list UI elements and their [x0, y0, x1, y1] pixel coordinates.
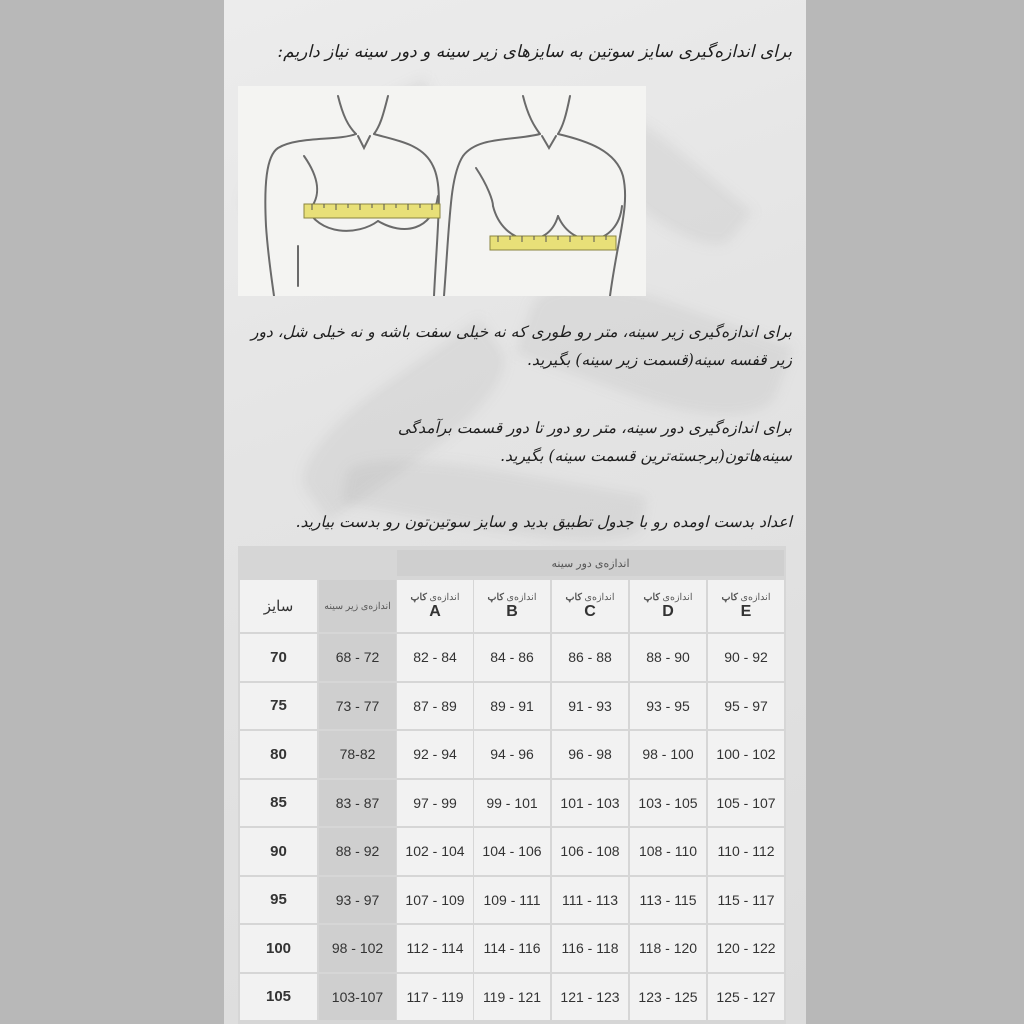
cup-header	[474, 580, 550, 632]
cup-cell: 112 - 114	[397, 925, 473, 972]
cup-cell: 116 - 118	[552, 925, 628, 972]
size-header: سایز	[240, 580, 317, 632]
cup-cell: 109 - 111	[474, 877, 550, 924]
cup-prefix: اندازه‌ی	[426, 591, 460, 603]
cup-word: کاپ	[721, 591, 738, 603]
match-instruction: اعداد بدست اومده رو با جدول تطبیق بدید و سایز سوتین‌تون رو بدست بیارید.	[295, 513, 792, 531]
cup-cell: 92 - 94	[397, 731, 473, 778]
cup-header	[630, 580, 706, 632]
measuring-tape	[490, 236, 616, 250]
cup-cell: 120 - 122	[708, 925, 784, 972]
cup-cell: 86 - 88	[552, 634, 628, 681]
size-cell: 100	[240, 925, 317, 972]
underbust-cell: 78-82	[319, 731, 396, 778]
cup-cell: 96 - 98	[552, 731, 628, 778]
cup-header	[552, 580, 628, 632]
cup-cell: 87 - 89	[397, 683, 473, 730]
size-cell: 85	[240, 780, 317, 827]
underbust-cell: 68 - 72	[319, 634, 396, 681]
cup-word: کاپ	[410, 591, 427, 603]
cup-cell: 88 - 90	[630, 634, 706, 681]
underbust-cell: 98 - 102	[319, 925, 396, 972]
cup-header-label	[644, 592, 693, 603]
cup-cell: 114 - 116	[474, 925, 550, 972]
measuring-tape	[304, 204, 440, 218]
page-heading: برای اندازه‌گیری سایز سوتین به سایزهای زیر سینه و دور سینه نیاز داریم:	[277, 42, 792, 62]
cup-cell: 117 - 119	[397, 974, 473, 1021]
cup-cell: 84 - 86	[474, 634, 550, 681]
cup-letter: D	[662, 602, 674, 620]
cup-cell: 110 - 112	[708, 828, 784, 875]
cup-prefix: اندازه‌ی	[581, 591, 615, 603]
cup-header-label	[566, 592, 615, 603]
size-cell: 95	[240, 877, 317, 924]
cup-cell: 100 - 102	[708, 731, 784, 778]
cup-cell: 104 - 106	[474, 828, 550, 875]
cup-cell: 105 - 107	[708, 780, 784, 827]
cup-cell: 125 - 127	[708, 974, 784, 1021]
cup-letter: E	[740, 602, 752, 620]
cup-word: کاپ	[487, 591, 504, 603]
underbust-cell: 88 - 92	[319, 828, 396, 875]
cup-cell: 82 - 84	[397, 634, 473, 681]
cup-header	[708, 580, 784, 632]
measurement-illustration	[238, 86, 646, 296]
cup-cell: 115 - 117	[708, 877, 784, 924]
cup-header-label	[488, 592, 537, 603]
cup-cell: 118 - 120	[630, 925, 706, 972]
size-cell: 80	[240, 731, 317, 778]
cup-cell: 121 - 123	[552, 974, 628, 1021]
cup-letter: B	[506, 602, 518, 620]
size-cell: 90	[240, 828, 317, 875]
cup-prefix: اندازه‌ی	[503, 591, 537, 603]
cup-cell: 89 - 91	[474, 683, 550, 730]
cup-cell: 93 - 95	[630, 683, 706, 730]
cup-cell: 119 - 121	[474, 974, 550, 1021]
underbust-cell: 93 - 97	[319, 877, 396, 924]
underbust-instruction: برای اندازه‌گیری زیر سینه، متر رو طوری که نه خیلی سفت باشه و نه خیلی شل، دور زیر قفسه سینه(قسمت زیر سینه) بگیرید.	[250, 323, 792, 369]
size-cell: 70	[240, 634, 317, 681]
size-cell: 75	[240, 683, 317, 730]
size-cell: 105	[240, 974, 317, 1021]
cup-letter: C	[584, 602, 596, 620]
underbust-cell: 103-107	[319, 974, 396, 1021]
cup-header-label	[411, 592, 460, 603]
bust-header: اندازه‌ی دور سینه	[397, 550, 784, 576]
underbust-cell: 73 - 77	[319, 683, 396, 730]
underbust-cell: 83 - 87	[319, 780, 396, 827]
cup-cell: 94 - 96	[474, 731, 550, 778]
cup-cell: 113 - 115	[630, 877, 706, 924]
cup-cell: 91 - 93	[552, 683, 628, 730]
cup-cell: 106 - 108	[552, 828, 628, 875]
cup-cell: 97 - 99	[397, 780, 473, 827]
cup-cell: 123 - 125	[630, 974, 706, 1021]
cup-cell: 98 - 100	[630, 731, 706, 778]
bra-size-table	[238, 546, 786, 1024]
underbust-header: اندازه‌ی زیر سینه	[319, 580, 396, 632]
cup-cell: 108 - 110	[630, 828, 706, 875]
cup-cell: 99 - 101	[474, 780, 550, 827]
cup-cell: 103 - 105	[630, 780, 706, 827]
cup-prefix: اندازه‌ی	[737, 591, 771, 603]
cup-cell: 102 - 104	[397, 828, 473, 875]
bust-instruction: برای اندازه‌گیری دور سینه، متر رو دور تا دور قسمت برآمدگی سینه‌هاتون(برجسته‌ترین قسمت سینه) بگیرید.	[397, 419, 792, 465]
cup-header	[397, 580, 473, 632]
cup-cell: 90 - 92	[708, 634, 784, 681]
figures-drawing	[238, 86, 646, 296]
cup-word: کاپ	[643, 591, 660, 603]
cup-cell: 95 - 97	[708, 683, 784, 730]
cup-letter: A	[429, 602, 441, 620]
cup-cell: 107 - 109	[397, 877, 473, 924]
cup-word: کاپ	[565, 591, 582, 603]
cup-cell: 101 - 103	[552, 780, 628, 827]
cup-header-label	[722, 592, 771, 603]
cup-prefix: اندازه‌ی	[659, 591, 693, 603]
cup-cell: 111 - 113	[552, 877, 628, 924]
